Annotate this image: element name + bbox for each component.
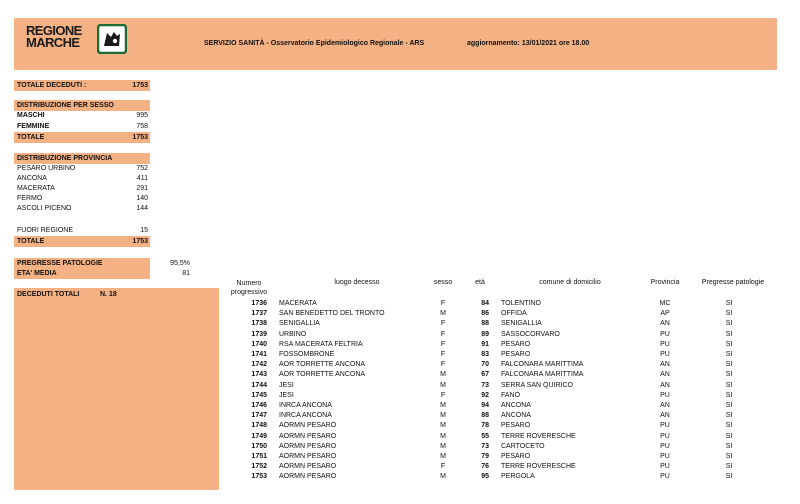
- header-patologie: Pregresse patologie: [701, 279, 765, 286]
- cell-comune: TERRE ROVERESCHE: [501, 463, 576, 471]
- cell-eta: 67: [481, 371, 489, 379]
- cell-patologie: SI: [725, 371, 733, 379]
- total-deaths-value: 1753: [132, 82, 148, 89]
- header-numero: [225, 279, 273, 297]
- sex-label: FEMMINE: [17, 123, 50, 130]
- cell-luogo: AORMN PESARO: [279, 442, 337, 450]
- province-row: [14, 204, 150, 214]
- cell-numero: 1752: [251, 463, 267, 471]
- cell-comune: PERGOLA: [501, 473, 535, 481]
- table-row: [225, 360, 785, 370]
- cell-provincia: AN: [660, 371, 670, 379]
- cell-comune: PESARO: [501, 351, 531, 358]
- header-sesso: sesso: [433, 279, 453, 286]
- table-row: [225, 340, 785, 350]
- cell-eta: 73: [481, 381, 489, 389]
- cell-sesso: F: [440, 463, 446, 471]
- cell-patologie: SI: [725, 340, 733, 348]
- province-label: ANCONA: [17, 175, 47, 182]
- cell-provincia: AN: [660, 361, 670, 369]
- table-row: [225, 330, 785, 340]
- province-row: [14, 184, 150, 194]
- cell-luogo: INRCA ANCONA: [279, 402, 332, 409]
- table-row: [225, 421, 785, 431]
- cell-comune: SASSOCORVARO: [501, 330, 560, 338]
- cell-patologie: SI: [725, 361, 733, 369]
- logo-text-line2: MARCHE: [26, 35, 80, 50]
- table-row: [225, 442, 785, 452]
- eta-media-bar: [14, 268, 150, 279]
- cell-comune: ANCONA: [501, 402, 531, 409]
- cell-luogo: JESI: [279, 381, 294, 389]
- cell-eta: 83: [481, 351, 489, 358]
- patologie-value: 95,5%: [170, 260, 190, 267]
- cell-luogo: AORMN PESARO: [279, 422, 337, 430]
- province-total-bar: [14, 236, 150, 247]
- cell-eta: 89: [481, 330, 489, 338]
- cell-eta: 86: [481, 310, 489, 318]
- cell-provincia: PU: [660, 391, 670, 399]
- cell-eta: 88: [481, 412, 489, 420]
- cell-sesso: M: [440, 422, 446, 430]
- cell-luogo: AORMN PESARO: [279, 453, 337, 460]
- cell-luogo: AOR TORRETTE ANCONA: [279, 361, 366, 369]
- sex-distribution-title-text: DISTRIBUZIONE PER SESSO: [17, 102, 114, 109]
- cell-sesso: M: [440, 371, 446, 379]
- cell-luogo: INRCA ANCONA: [279, 412, 332, 420]
- table-row: [225, 309, 785, 319]
- table-row: [225, 391, 785, 401]
- cell-comune: FALCONARA MARITTIMA: [501, 371, 584, 379]
- table-row: [225, 381, 785, 391]
- cell-luogo: MACERATA: [279, 300, 317, 307]
- cell-provincia: PU: [660, 422, 670, 430]
- out-of-region-label: FUORI REGIONE: [17, 227, 74, 234]
- cell-patologie: SI: [725, 432, 733, 440]
- province-distribution-title-text: DISTRIBUZIONE PROVINCIA: [17, 155, 113, 162]
- province-row: [14, 164, 150, 174]
- cell-luogo: RSA MACERATA FELTRIA: [279, 340, 363, 348]
- cell-sesso: M: [440, 453, 446, 460]
- province-total-value: 1753: [132, 238, 148, 245]
- sex-value: 995: [136, 112, 148, 119]
- cell-numero: 1745: [251, 391, 267, 399]
- cell-patologie: SI: [725, 300, 733, 307]
- cell-provincia: AN: [660, 381, 670, 389]
- province-total-label: TOTALE: [17, 238, 45, 245]
- cell-sesso: M: [440, 473, 446, 481]
- cell-luogo: SAN BENEDETTO DEL TRONTO: [279, 310, 385, 318]
- cell-patologie: SI: [725, 463, 733, 471]
- province-label: MACERATA: [17, 185, 55, 192]
- cell-comune: SENIGALLIA: [501, 320, 542, 328]
- cell-luogo: AOR TORRETTE ANCONA: [279, 371, 366, 379]
- total-deaths-label: TOTALE DECEDUTI :: [17, 82, 87, 89]
- cell-sesso: F: [440, 361, 446, 369]
- cell-sesso: F: [440, 351, 446, 358]
- cell-comune: CARTOCETO: [501, 442, 545, 450]
- cell-comune: SERRA SAN QUIRICO: [501, 381, 573, 389]
- cell-eta: 91: [481, 340, 489, 348]
- cell-eta: 55: [481, 432, 489, 440]
- cell-numero: 1742: [251, 361, 267, 369]
- table-row: [225, 350, 785, 360]
- cell-numero: 1736: [251, 300, 267, 307]
- cell-numero: 1747: [251, 412, 267, 420]
- header-provincia: Provincia: [650, 279, 680, 286]
- table-row: [225, 299, 785, 309]
- cell-luogo: AORMN PESARO: [279, 473, 337, 481]
- cell-patologie: SI: [725, 412, 733, 420]
- province-label: ASCOLI PICENO: [17, 205, 72, 212]
- cell-eta: 95: [481, 473, 489, 481]
- table-row: [225, 411, 785, 421]
- province-value: 752: [136, 165, 148, 172]
- total-deaths-bar: [14, 80, 150, 91]
- cell-eta: 79: [481, 453, 489, 460]
- table-row: [225, 472, 785, 482]
- cell-numero: 1750: [251, 442, 267, 450]
- table-row: [225, 462, 785, 472]
- cell-luogo: JESI: [279, 391, 294, 399]
- cell-numero: 1741: [251, 351, 267, 358]
- deceduti-totali-label: DECEDUTI TOTALI: [17, 291, 80, 298]
- province-label: PESARO URBINO: [17, 165, 76, 172]
- cell-sesso: F: [440, 340, 446, 348]
- cell-provincia: PU: [660, 340, 670, 348]
- sex-distribution-title: [14, 100, 150, 111]
- deceduti-totali-box: [14, 288, 219, 490]
- cell-comune: PESARO: [501, 422, 531, 430]
- province-row: [14, 174, 150, 184]
- header-eta: età: [475, 279, 485, 286]
- sex-total-value: 1753: [132, 134, 148, 141]
- table-row: [225, 319, 785, 329]
- province-value: 411: [136, 175, 148, 182]
- cell-provincia: AN: [660, 402, 670, 409]
- cell-comune: PESARO: [501, 340, 531, 348]
- regione-marche-logo: [26, 24, 130, 56]
- header-numero-line2: progressivo: [230, 289, 268, 296]
- cell-luogo: SENIGALLIA: [279, 320, 320, 328]
- cell-comune: PESARO: [501, 453, 531, 460]
- eta-media-label: ETA' MEDIA: [17, 270, 57, 277]
- cell-comune: FANO: [501, 391, 521, 399]
- header-comune: comune di domicilio: [539, 279, 601, 286]
- sex-total-label: TOTALE: [17, 134, 45, 141]
- cell-numero: 1739: [251, 330, 267, 338]
- cell-provincia: PU: [660, 453, 670, 460]
- cell-numero: 1749: [251, 432, 267, 440]
- cell-patologie: SI: [725, 422, 733, 430]
- cell-patologie: SI: [725, 473, 733, 481]
- cell-provincia: PU: [660, 442, 670, 450]
- cell-provincia: PU: [660, 432, 670, 440]
- province-value: 140: [136, 195, 148, 202]
- cell-sesso: M: [440, 310, 446, 318]
- cell-eta: 76: [481, 463, 489, 471]
- table-row: [225, 401, 785, 411]
- header-numero-line1: Numero: [236, 280, 262, 287]
- table-row: [225, 452, 785, 462]
- cell-patologie: SI: [725, 402, 733, 409]
- province-value: 291: [136, 185, 148, 192]
- province-row: [14, 194, 150, 204]
- cell-numero: 1748: [251, 422, 267, 430]
- cell-provincia: PU: [660, 463, 670, 471]
- sex-row-female: [14, 122, 150, 132]
- province-distribution-title: [14, 153, 150, 164]
- sex-label: MASCHI: [17, 112, 45, 119]
- cell-luogo: FOSSOMBRONE: [279, 351, 335, 358]
- cell-patologie: SI: [725, 381, 733, 389]
- cell-eta: 78: [481, 422, 489, 430]
- cell-patologie: SI: [725, 453, 733, 460]
- cell-sesso: F: [440, 330, 446, 338]
- cell-luogo: URBINO: [279, 330, 307, 338]
- cell-comune: ANCONA: [501, 412, 531, 420]
- cell-provincia: PU: [660, 351, 670, 358]
- cell-luogo: AORMN PESARO: [279, 432, 337, 440]
- cell-patologie: SI: [725, 310, 733, 318]
- service-title: SERVIZIO SANITÀ - Osservatorio Epidemiologico Regionale - ARS: [204, 40, 425, 47]
- cell-provincia: PU: [660, 330, 670, 338]
- cell-numero: 1738: [251, 320, 267, 328]
- cell-eta: 94: [481, 402, 489, 409]
- table-row: [225, 370, 785, 380]
- cell-sesso: F: [440, 391, 446, 399]
- cell-numero: 1744: [251, 381, 267, 389]
- province-label: FERMO: [17, 195, 43, 202]
- patologie-label: PREGRESSE PATOLOGIE: [17, 260, 103, 267]
- eta-media-value: 81: [182, 270, 190, 277]
- out-of-region-row: [14, 226, 150, 236]
- cell-patologie: SI: [725, 320, 733, 328]
- cell-eta: 70: [481, 361, 489, 369]
- cell-numero: 1746: [251, 402, 267, 409]
- cell-numero: 1753: [251, 473, 267, 481]
- cell-provincia: PU: [660, 473, 670, 481]
- cell-numero: 1740: [251, 340, 267, 348]
- cell-comune: OFFIDA: [501, 310, 527, 318]
- sex-row-male: [14, 111, 150, 121]
- regional-shield-icon: [97, 24, 127, 54]
- cell-eta: 84: [481, 300, 489, 307]
- cell-comune: TOLENTINO: [501, 300, 541, 307]
- cell-sesso: M: [440, 442, 446, 450]
- out-of-region-value: 15: [140, 227, 148, 234]
- cell-sesso: M: [440, 381, 446, 389]
- sex-total-bar: [14, 132, 150, 143]
- cell-comune: TERRE ROVERESCHE: [501, 432, 576, 440]
- cell-comune: FALCONARA MARITTIMA: [501, 361, 584, 369]
- province-value: 144: [136, 205, 148, 212]
- cell-numero: 1743: [251, 371, 267, 379]
- cell-sesso: F: [440, 300, 446, 307]
- table-row: [225, 432, 785, 442]
- cell-sesso: M: [440, 402, 446, 409]
- cell-sesso: M: [440, 432, 446, 440]
- sex-value: 758: [136, 123, 148, 130]
- cell-eta: 88: [481, 320, 489, 328]
- cell-patologie: SI: [725, 330, 733, 338]
- cell-numero: 1751: [251, 453, 267, 460]
- cell-eta: 92: [481, 391, 489, 399]
- cell-sesso: M: [440, 412, 446, 420]
- cell-patologie: SI: [725, 442, 733, 450]
- cell-sesso: F: [440, 320, 446, 328]
- cell-patologie: SI: [725, 351, 733, 358]
- cell-luogo: AORMN PESARO: [279, 463, 337, 471]
- cell-provincia: AP: [660, 310, 670, 318]
- cell-eta: 73: [481, 442, 489, 450]
- cell-patologie: SI: [725, 391, 733, 399]
- logo-text-line1: REGIONE: [26, 23, 82, 38]
- cell-provincia: MC: [659, 300, 671, 307]
- cell-numero: 1737: [251, 310, 267, 318]
- update-timestamp: aggiornamento: 13/01/2021 ore 18.00: [467, 40, 590, 47]
- cell-provincia: AN: [660, 320, 670, 328]
- header-luogo: luogo decesso: [334, 279, 380, 286]
- cell-provincia: AN: [660, 412, 670, 420]
- deceduti-totali-count: N. 18: [100, 291, 117, 298]
